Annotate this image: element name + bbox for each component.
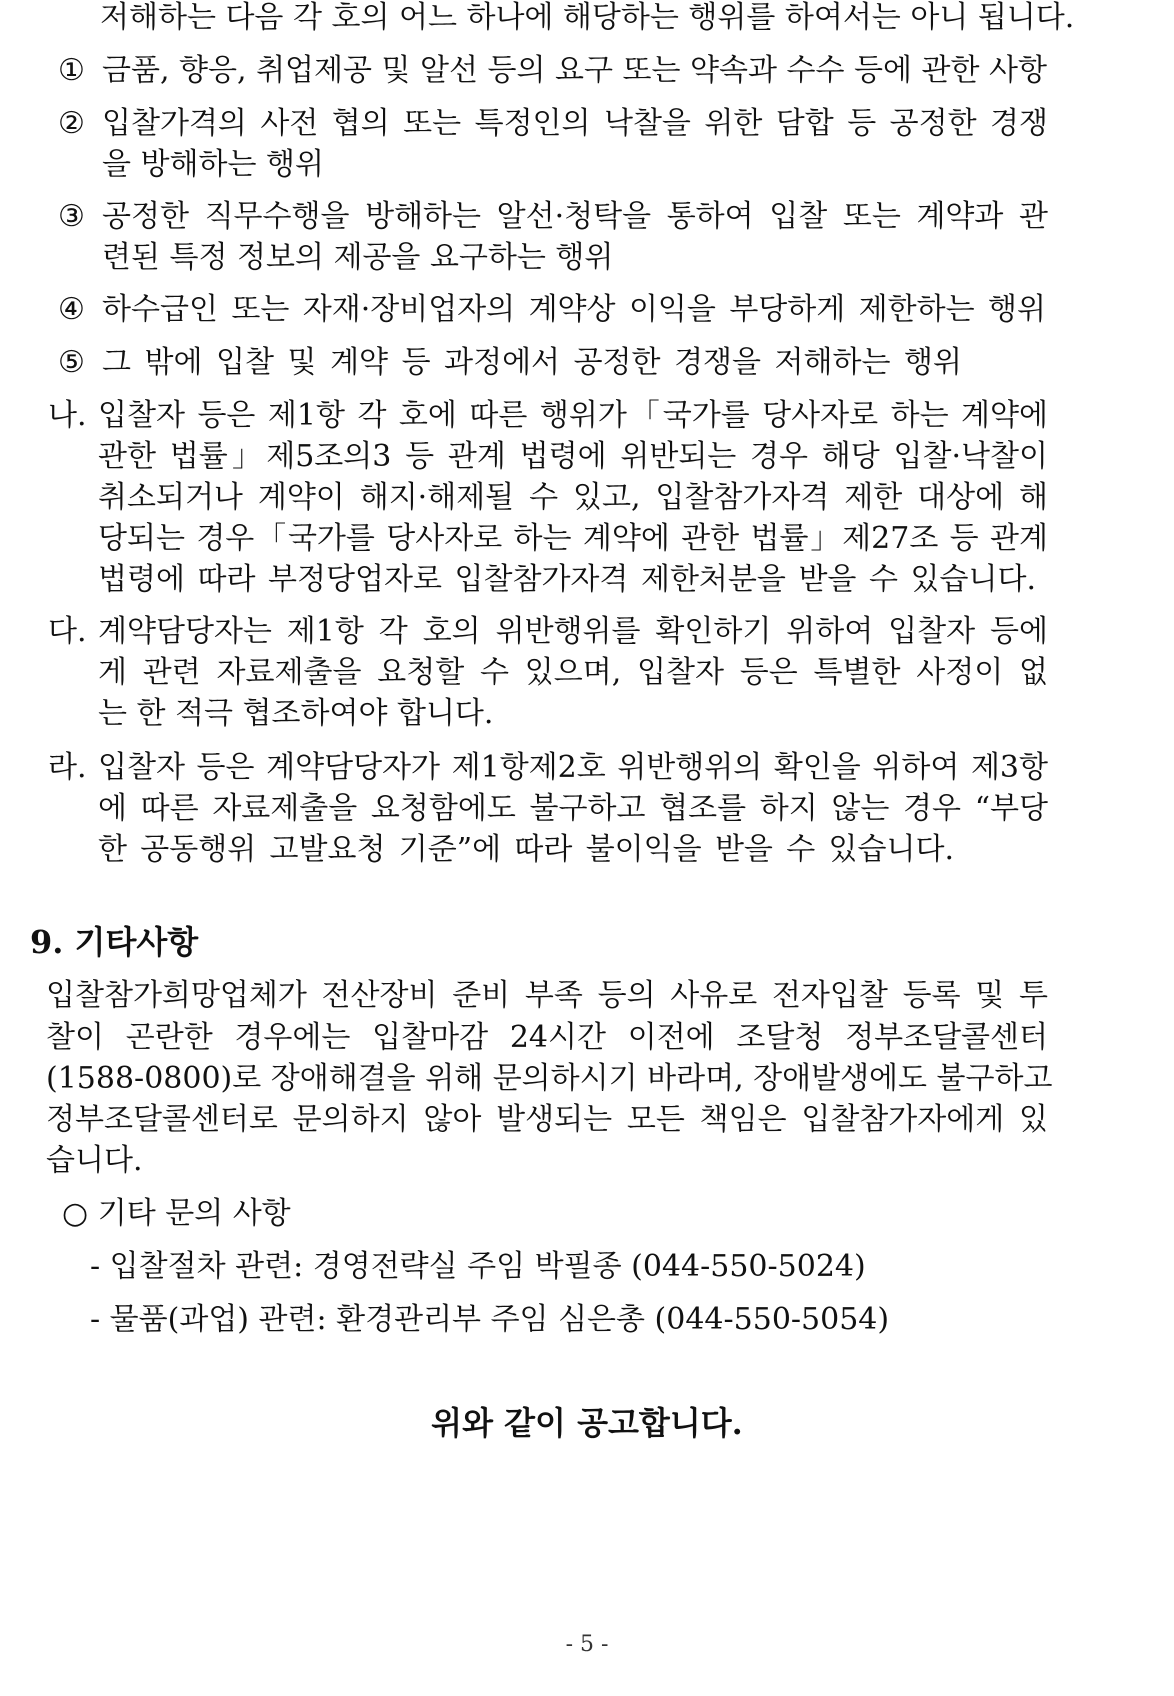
- item-marker-2: ②: [58, 106, 85, 141]
- prohibited-act-1: 금품, 향응, 취업제공 및 알선 등의 요구 또는 약속과 수수 등에 관한 사항: [102, 53, 1047, 88]
- prohibited-act-2-line-2: 을 방해하는 행위: [102, 147, 324, 182]
- section-paragraph-line-4: 정부조달콜센터로 문의하지 않아 발생되는 모든 책임은 입찰참가자에게 있: [46, 1102, 1048, 1137]
- section-heading: 9. 기타사항: [30, 923, 199, 961]
- clause-ra-line-1: 입찰자 등은 계약담당자가 제1항제2호 위반행위의 확인을 위하여 제3항: [98, 750, 1048, 785]
- clause-na-line-1: 입찰자 등은 제1항 각 호에 따른 행위가「국가를 당사자로 하는 계약에: [98, 398, 1048, 433]
- section-paragraph-line-5: 습니다.: [46, 1143, 143, 1178]
- clause-da-line-3: 는 한 적극 협조하여야 합니다.: [98, 696, 494, 731]
- clause-ra-line-2: 에 따른 자료제출을 요청함에도 불구하고 협조를 하지 않는 경우 “부당: [98, 791, 1048, 826]
- prohibited-act-3-line-1: 공정한 직무수행을 방해하는 알선·청탁을 통하여 입찰 또는 계약과 관: [102, 199, 1048, 234]
- item-marker-1: ①: [58, 53, 85, 88]
- clause-marker-ra: 라.: [48, 750, 87, 785]
- item-marker-5: ⑤: [58, 345, 85, 380]
- intro-continuation: 저해하는 다음 각 호의 어느 하나에 해당하는 행위를 하여서는 아니 됩니다.: [100, 0, 1075, 35]
- clause-marker-na: 나.: [48, 398, 87, 433]
- clause-da-line-1: 계약담당자는 제1항 각 호의 위반행위를 확인하기 위하여 입찰자 등에: [98, 614, 1048, 649]
- section-paragraph-line-3: (1588-0800)로 장애해결을 위해 문의하시기 바라며, 장애발생에도 불구하고: [46, 1061, 1053, 1096]
- clause-na-line-5: 법령에 따라 부정당업자로 입찰참가자격 제한처분을 받을 수 있습니다.: [98, 562, 1036, 597]
- page-number: - 5 -: [565, 1632, 609, 1657]
- section-paragraph-line-2: 찰이 곤란한 경우에는 입찰마감 24시간 이전에 조달청 정부조달콜센터: [46, 1020, 1048, 1055]
- item-marker-4: ④: [58, 292, 85, 327]
- item-marker-3: ③: [58, 199, 85, 234]
- clause-na-line-4: 당되는 경우「국가를 당사자로 하는 계약에 관한 법률」제27조 등 관계: [98, 521, 1048, 556]
- inquiry-title: ○ 기타 문의 사항: [62, 1196, 291, 1231]
- prohibited-act-5: 그 밖에 입찰 및 계약 등 과정에서 공정한 경쟁을 저해하는 행위: [102, 345, 962, 380]
- closing-statement: 위와 같이 공고합니다.: [431, 1404, 743, 1442]
- clause-na-line-2: 관한 법률」제5조의3 등 관계 법령에 위반되는 경우 해당 입찰·낙찰이: [98, 439, 1048, 474]
- clause-da-line-2: 게 관련 자료제출을 요청할 수 있으며, 입찰자 등은 특별한 사정이 없: [98, 655, 1048, 690]
- contact-bidding-procedure: - 입찰절차 관련: 경영전략실 주임 박필종 (044-550-5024): [90, 1249, 866, 1284]
- clause-ra-line-3: 한 공동행위 고발요청 기준”에 따라 불이익을 받을 수 있습니다.: [98, 832, 954, 867]
- section-paragraph-line-1: 입찰참가희망업체가 전산장비 준비 부족 등의 사유로 전자입찰 등록 및 투: [46, 978, 1048, 1013]
- contact-goods-service: - 물품(과업) 관련: 환경관리부 주임 심은총 (044-550-5054): [90, 1302, 890, 1337]
- prohibited-act-2-line-1: 입찰가격의 사전 협의 또는 특정인의 낙찰을 위한 담합 등 공정한 경쟁: [102, 106, 1048, 141]
- clause-na-line-3: 취소되거나 계약이 해지·해제될 수 있고, 입찰참가자격 제한 대상에 해: [98, 480, 1048, 515]
- prohibited-act-3-line-2: 련된 특정 정보의 제공을 요구하는 행위: [102, 240, 614, 275]
- prohibited-act-4: 하수급인 또는 자재·장비업자의 계약상 이익을 부당하게 제한하는 행위: [102, 292, 1046, 327]
- clause-marker-da: 다.: [48, 614, 87, 649]
